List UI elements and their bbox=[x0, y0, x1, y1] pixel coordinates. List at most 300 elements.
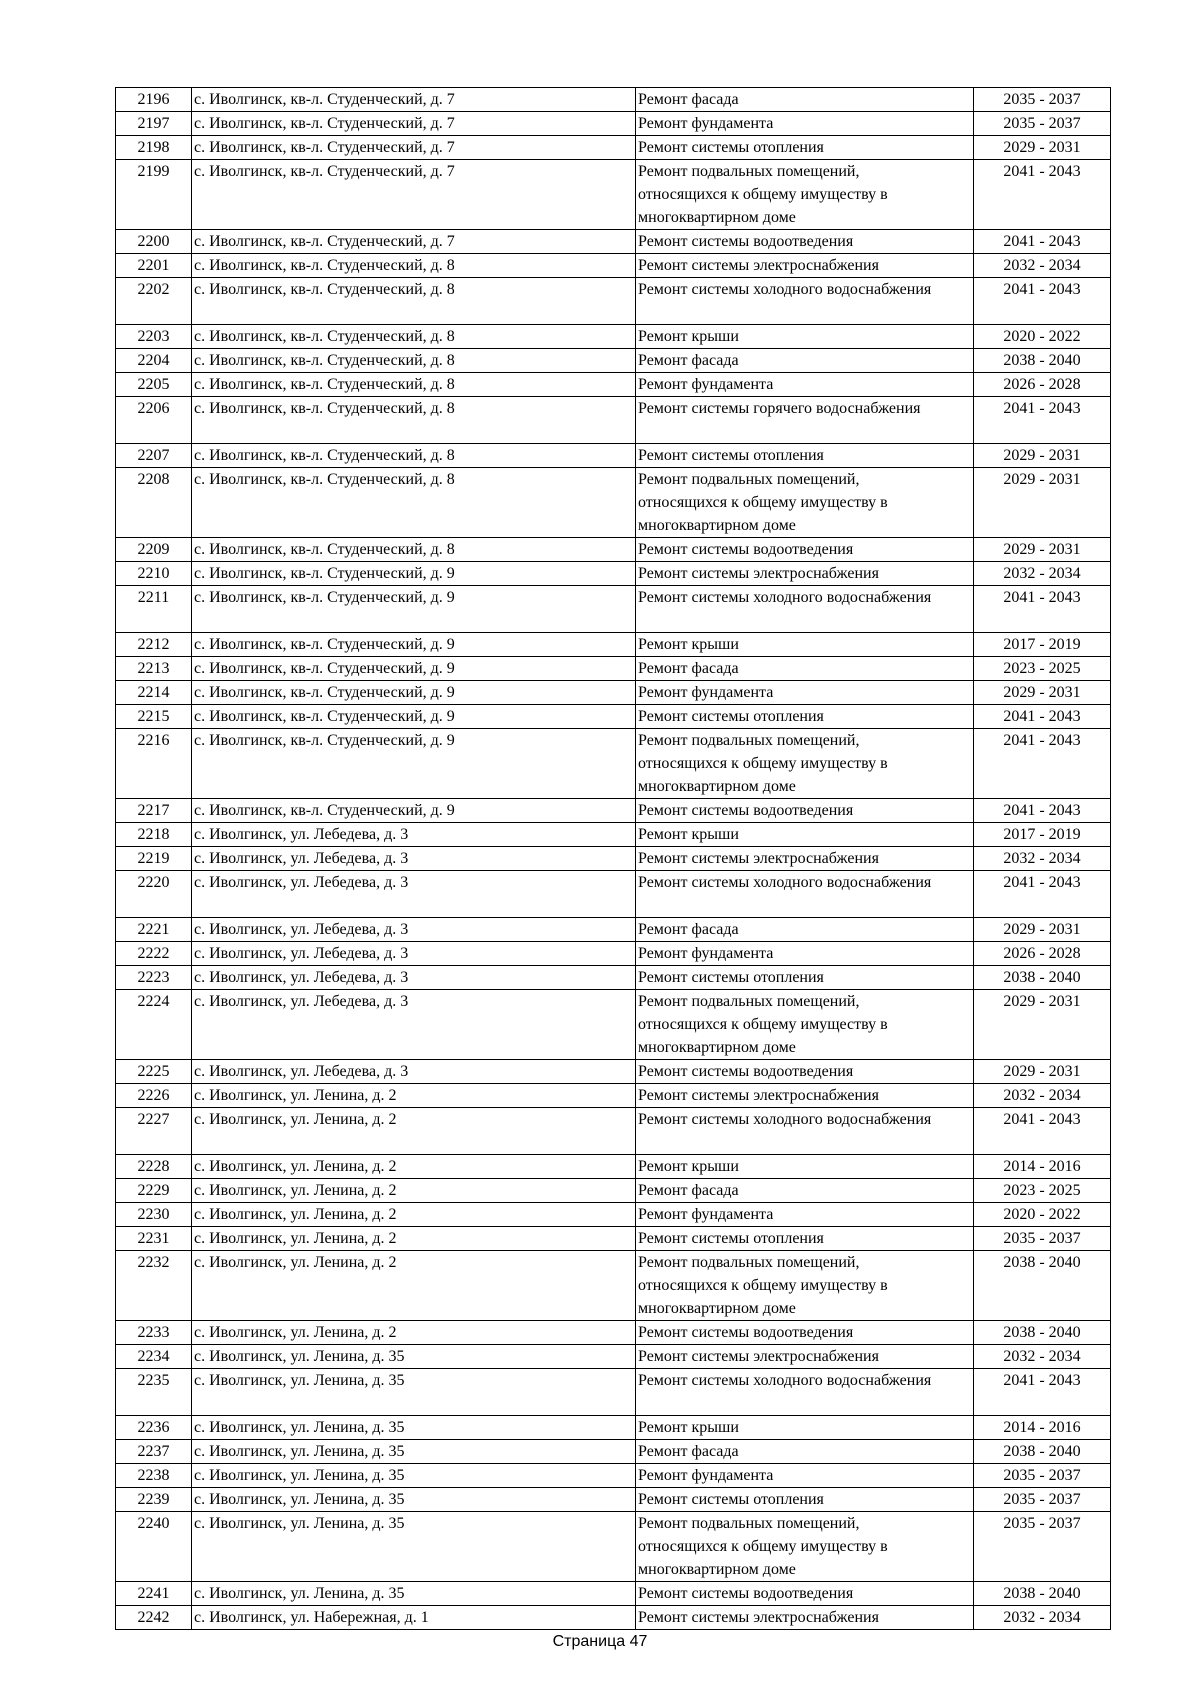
period-cell: 2032 - 2034 bbox=[974, 1084, 1111, 1108]
row-number-cell: 2238 bbox=[116, 1464, 192, 1488]
work-type-line: относящихся к общему имуществу в bbox=[638, 186, 888, 203]
table-row bbox=[116, 990, 1111, 1060]
work-type-cell bbox=[636, 799, 974, 823]
work-type-cell bbox=[636, 847, 974, 871]
table-row bbox=[116, 1084, 1111, 1108]
table-row bbox=[116, 1440, 1111, 1464]
work-type-line: Ремонт фасада bbox=[638, 1182, 739, 1199]
table-row bbox=[116, 230, 1111, 254]
address-cell: с. Иволгинск, ул. Ленина, д. 35 bbox=[192, 1416, 636, 1440]
work-type-line: Ремонт системы водоотведения bbox=[638, 233, 854, 250]
period-cell: 2035 - 2037 bbox=[974, 1512, 1111, 1582]
work-type-line: Ремонт подвальных помещений, bbox=[638, 1254, 860, 1271]
work-type-cell bbox=[636, 657, 974, 681]
address-cell: с. Иволгинск, кв-л. Студенческий, д. 9 bbox=[192, 705, 636, 729]
row-number-cell: 2200 bbox=[116, 230, 192, 254]
work-type-cell bbox=[636, 278, 974, 325]
work-type-line: Ремонт крыши bbox=[638, 636, 739, 653]
table-row bbox=[116, 1321, 1111, 1345]
work-type-line: многоквартирном доме bbox=[638, 1039, 796, 1056]
address-cell: с. Иволгинск, ул. Лебедева, д. 3 bbox=[192, 823, 636, 847]
row-number-cell: 2234 bbox=[116, 1345, 192, 1369]
table-row bbox=[116, 1251, 1111, 1321]
address-cell: с. Иволгинск, ул. Ленина, д. 2 bbox=[192, 1203, 636, 1227]
period-cell: 2014 - 2016 bbox=[974, 1416, 1111, 1440]
period-cell: 2029 - 2031 bbox=[974, 918, 1111, 942]
work-type-line: Ремонт фасада bbox=[638, 921, 739, 938]
work-type-line: Ремонт крыши bbox=[638, 1419, 739, 1436]
work-type-line: Ремонт фундамента bbox=[638, 1467, 774, 1484]
period-cell: 2038 - 2040 bbox=[974, 1321, 1111, 1345]
row-number-cell: 2224 bbox=[116, 990, 192, 1060]
row-number-cell: 2233 bbox=[116, 1321, 192, 1345]
address-cell: с. Иволгинск, кв-л. Студенческий, д. 8 bbox=[192, 373, 636, 397]
table-row bbox=[116, 1060, 1111, 1084]
work-type-cell bbox=[636, 586, 974, 633]
work-type-cell bbox=[636, 1060, 974, 1084]
work-type-line: Ремонт подвальных помещений, bbox=[638, 732, 860, 749]
work-type-line: многоквартирном доме bbox=[638, 778, 796, 795]
work-type-line: Ремонт подвальных помещений, bbox=[638, 993, 860, 1010]
work-type-cell bbox=[636, 1345, 974, 1369]
work-type-line: Ремонт системы отопления bbox=[638, 1230, 824, 1247]
address-cell: с. Иволгинск, ул. Ленина, д. 35 bbox=[192, 1464, 636, 1488]
period-cell: 2035 - 2037 bbox=[974, 88, 1111, 112]
period-cell: 2029 - 2031 bbox=[974, 538, 1111, 562]
address-cell: с. Иволгинск, кв-л. Студенческий, д. 9 bbox=[192, 729, 636, 799]
row-number-cell: 2215 bbox=[116, 705, 192, 729]
address-cell: с. Иволгинск, ул. Набережная, д. 1 bbox=[192, 1606, 636, 1630]
work-type-cell bbox=[636, 966, 974, 990]
period-cell: 2023 - 2025 bbox=[974, 1179, 1111, 1203]
table-row bbox=[116, 444, 1111, 468]
table-body bbox=[116, 88, 1111, 1630]
period-cell: 2041 - 2043 bbox=[974, 799, 1111, 823]
row-number-cell: 2209 bbox=[116, 538, 192, 562]
table-row bbox=[116, 681, 1111, 705]
table-row bbox=[116, 1203, 1111, 1227]
work-type-cell bbox=[636, 1321, 974, 1345]
work-type-line: Ремонт системы электроснабжения bbox=[638, 1087, 879, 1104]
address-cell: с. Иволгинск, ул. Ленина, д. 2 bbox=[192, 1155, 636, 1179]
address-cell: с. Иволгинск, кв-л. Студенческий, д. 7 bbox=[192, 136, 636, 160]
address-cell: с. Иволгинск, кв-л. Студенческий, д. 9 bbox=[192, 633, 636, 657]
period-cell: 2041 - 2043 bbox=[974, 871, 1111, 918]
row-number-cell: 2228 bbox=[116, 1155, 192, 1179]
table-row bbox=[116, 657, 1111, 681]
work-type-cell bbox=[636, 538, 974, 562]
repair-schedule-table bbox=[115, 87, 1111, 1630]
work-type-line: многоквартирном доме bbox=[638, 209, 796, 226]
address-cell: с. Иволгинск, ул. Ленина, д. 35 bbox=[192, 1369, 636, 1416]
table-row bbox=[116, 1416, 1111, 1440]
work-type-line: Ремонт системы отопления bbox=[638, 708, 824, 725]
work-type-line: относящихся к общему имуществу в bbox=[638, 755, 888, 772]
row-number-cell: 2223 bbox=[116, 966, 192, 990]
work-type-line: многоквартирном доме bbox=[638, 517, 796, 534]
period-cell: 2038 - 2040 bbox=[974, 1440, 1111, 1464]
work-type-cell bbox=[636, 823, 974, 847]
work-type-cell bbox=[636, 1488, 974, 1512]
row-number-cell: 2217 bbox=[116, 799, 192, 823]
row-number-cell: 2219 bbox=[116, 847, 192, 871]
work-type-cell bbox=[636, 562, 974, 586]
address-cell: с. Иволгинск, ул. Ленина, д. 35 bbox=[192, 1440, 636, 1464]
work-type-line: Ремонт системы холодного водоснабжения bbox=[638, 281, 932, 298]
address-cell: с. Иволгинск, ул. Лебедева, д. 3 bbox=[192, 990, 636, 1060]
period-cell: 2041 - 2043 bbox=[974, 230, 1111, 254]
work-type-line: Ремонт системы отопления bbox=[638, 139, 824, 156]
row-number-cell: 2201 bbox=[116, 254, 192, 278]
table-row bbox=[116, 871, 1111, 918]
period-cell: 2029 - 2031 bbox=[974, 990, 1111, 1060]
work-type-cell bbox=[636, 1203, 974, 1227]
period-cell: 2029 - 2031 bbox=[974, 1060, 1111, 1084]
period-cell: 2032 - 2034 bbox=[974, 1606, 1111, 1630]
period-cell: 2029 - 2031 bbox=[974, 468, 1111, 538]
work-type-cell bbox=[636, 1464, 974, 1488]
period-cell: 2035 - 2037 bbox=[974, 1227, 1111, 1251]
period-cell: 2041 - 2043 bbox=[974, 586, 1111, 633]
address-cell: с. Иволгинск, кв-л. Студенческий, д. 8 bbox=[192, 349, 636, 373]
table-row bbox=[116, 160, 1111, 230]
table-row bbox=[116, 918, 1111, 942]
work-type-cell bbox=[636, 1606, 974, 1630]
work-type-cell bbox=[636, 325, 974, 349]
row-number-cell: 2214 bbox=[116, 681, 192, 705]
work-type-line: Ремонт крыши bbox=[638, 826, 739, 843]
row-number-cell: 2213 bbox=[116, 657, 192, 681]
address-cell: с. Иволгинск, ул. Ленина, д. 2 bbox=[192, 1251, 636, 1321]
table-row bbox=[116, 1582, 1111, 1606]
work-type-line: Ремонт системы водоотведения bbox=[638, 1063, 854, 1080]
table-row bbox=[116, 799, 1111, 823]
table-row bbox=[116, 278, 1111, 325]
work-type-line: Ремонт крыши bbox=[638, 1158, 739, 1175]
period-cell: 2041 - 2043 bbox=[974, 397, 1111, 444]
work-type-line bbox=[638, 420, 971, 443]
address-cell: с. Иволгинск, кв-л. Студенческий, д. 8 bbox=[192, 254, 636, 278]
row-number-cell: 2212 bbox=[116, 633, 192, 657]
table-row bbox=[116, 847, 1111, 871]
work-type-line: Ремонт подвальных помещений, bbox=[638, 471, 860, 488]
work-type-cell bbox=[636, 1179, 974, 1203]
table-row bbox=[116, 1488, 1111, 1512]
work-type-cell bbox=[636, 136, 974, 160]
work-type-line: Ремонт системы холодного водоснабжения bbox=[638, 874, 932, 891]
period-cell: 2041 - 2043 bbox=[974, 705, 1111, 729]
row-number-cell: 2241 bbox=[116, 1582, 192, 1606]
work-type-line: Ремонт системы электроснабжения bbox=[638, 1609, 879, 1626]
period-cell: 2026 - 2028 bbox=[974, 942, 1111, 966]
table-row bbox=[116, 112, 1111, 136]
work-type-line: Ремонт фундамента bbox=[638, 376, 774, 393]
address-cell: с. Иволгинск, ул. Лебедева, д. 3 bbox=[192, 942, 636, 966]
table-row bbox=[116, 1345, 1111, 1369]
table-row bbox=[116, 373, 1111, 397]
period-cell: 2035 - 2037 bbox=[974, 1464, 1111, 1488]
work-type-cell bbox=[636, 1369, 974, 1416]
work-type-cell bbox=[636, 918, 974, 942]
period-cell: 2041 - 2043 bbox=[974, 278, 1111, 325]
work-type-line: Ремонт системы водоотведения bbox=[638, 541, 854, 558]
address-cell: с. Иволгинск, кв-л. Студенческий, д. 7 bbox=[192, 230, 636, 254]
work-type-cell bbox=[636, 160, 974, 230]
table-row bbox=[116, 562, 1111, 586]
address-cell: с. Иволгинск, ул. Лебедева, д. 3 bbox=[192, 918, 636, 942]
address-cell: с. Иволгинск, ул. Ленина, д. 35 bbox=[192, 1512, 636, 1582]
table-row bbox=[116, 1512, 1111, 1582]
row-number-cell: 2197 bbox=[116, 112, 192, 136]
work-type-line: Ремонт фундамента bbox=[638, 115, 774, 132]
work-type-line bbox=[638, 1392, 971, 1415]
address-cell: с. Иволгинск, кв-л. Студенческий, д. 9 bbox=[192, 562, 636, 586]
work-type-cell bbox=[636, 88, 974, 112]
work-type-line: многоквартирном доме bbox=[638, 1300, 796, 1317]
period-cell: 2032 - 2034 bbox=[974, 847, 1111, 871]
address-cell: с. Иволгинск, ул. Ленина, д. 35 bbox=[192, 1488, 636, 1512]
work-type-line: Ремонт системы холодного водоснабжения bbox=[638, 1372, 932, 1389]
row-number-cell: 2225 bbox=[116, 1060, 192, 1084]
work-type-cell bbox=[636, 729, 974, 799]
row-number-cell: 2203 bbox=[116, 325, 192, 349]
work-type-line: Ремонт системы электроснабжения bbox=[638, 565, 879, 582]
work-type-line: Ремонт фасада bbox=[638, 1443, 739, 1460]
address-cell: с. Иволгинск, кв-л. Студенческий, д. 8 bbox=[192, 325, 636, 349]
period-cell: 2017 - 2019 bbox=[974, 633, 1111, 657]
work-type-cell bbox=[636, 1512, 974, 1582]
work-type-line bbox=[638, 1131, 971, 1154]
row-number-cell: 2237 bbox=[116, 1440, 192, 1464]
work-type-line: Ремонт системы отопления bbox=[638, 969, 824, 986]
work-type-cell bbox=[636, 373, 974, 397]
period-cell: 2014 - 2016 bbox=[974, 1155, 1111, 1179]
row-number-cell: 2230 bbox=[116, 1203, 192, 1227]
work-type-line: Ремонт подвальных помещений, bbox=[638, 163, 860, 180]
address-cell: с. Иволгинск, ул. Лебедева, д. 3 bbox=[192, 847, 636, 871]
work-type-cell bbox=[636, 705, 974, 729]
work-type-line: Ремонт фасада bbox=[638, 660, 739, 677]
work-type-line: Ремонт системы холодного водоснабжения bbox=[638, 589, 932, 606]
table-row bbox=[116, 586, 1111, 633]
work-type-line: Ремонт фундамента bbox=[638, 684, 774, 701]
row-number-cell: 2216 bbox=[116, 729, 192, 799]
work-type-cell bbox=[636, 230, 974, 254]
address-cell: с. Иволгинск, ул. Ленина, д. 2 bbox=[192, 1321, 636, 1345]
address-cell: с. Иволгинск, ул. Лебедева, д. 3 bbox=[192, 871, 636, 918]
row-number-cell: 2202 bbox=[116, 278, 192, 325]
work-type-cell bbox=[636, 633, 974, 657]
period-cell: 2041 - 2043 bbox=[974, 1108, 1111, 1155]
row-number-cell: 2229 bbox=[116, 1179, 192, 1203]
table-row bbox=[116, 1606, 1111, 1630]
table-row bbox=[116, 1227, 1111, 1251]
period-cell: 2017 - 2019 bbox=[974, 823, 1111, 847]
table-row bbox=[116, 705, 1111, 729]
row-number-cell: 2240 bbox=[116, 1512, 192, 1582]
work-type-line: Ремонт системы холодного водоснабжения bbox=[638, 1111, 932, 1128]
work-type-cell bbox=[636, 254, 974, 278]
work-type-cell bbox=[636, 1155, 974, 1179]
table-row bbox=[116, 1464, 1111, 1488]
table-row bbox=[116, 136, 1111, 160]
work-type-line: относящихся к общему имуществу в bbox=[638, 1016, 888, 1033]
work-type-line: Ремонт системы электроснабжения bbox=[638, 1348, 879, 1365]
work-type-line: Ремонт фасада bbox=[638, 352, 739, 369]
table-row bbox=[116, 633, 1111, 657]
row-number-cell: 2204 bbox=[116, 349, 192, 373]
work-type-cell bbox=[636, 1416, 974, 1440]
work-type-line: Ремонт крыши bbox=[638, 328, 739, 345]
work-type-line: относящихся к общему имуществу в bbox=[638, 494, 888, 511]
address-cell: с. Иволгинск, кв-л. Студенческий, д. 8 bbox=[192, 468, 636, 538]
table-row bbox=[116, 349, 1111, 373]
row-number-cell: 2231 bbox=[116, 1227, 192, 1251]
work-type-line: Ремонт системы отопления bbox=[638, 447, 824, 464]
period-cell: 2041 - 2043 bbox=[974, 160, 1111, 230]
row-number-cell: 2206 bbox=[116, 397, 192, 444]
address-cell: с. Иволгинск, кв-л. Студенческий, д. 7 bbox=[192, 88, 636, 112]
work-type-line: Ремонт фундамента bbox=[638, 945, 774, 962]
work-type-line: Ремонт системы электроснабжения bbox=[638, 257, 879, 274]
work-type-cell bbox=[636, 681, 974, 705]
table-row bbox=[116, 1155, 1111, 1179]
work-type-line: Ремонт системы водоотведения bbox=[638, 1324, 854, 1341]
address-cell: с. Иволгинск, ул. Ленина, д. 2 bbox=[192, 1179, 636, 1203]
work-type-line: Ремонт системы водоотведения bbox=[638, 802, 854, 819]
period-cell: 2032 - 2034 bbox=[974, 1345, 1111, 1369]
table-row bbox=[116, 966, 1111, 990]
work-type-line: Ремонт системы водоотведения bbox=[638, 1585, 854, 1602]
work-type-line: относящихся к общему имуществу в bbox=[638, 1538, 888, 1555]
table-row bbox=[116, 254, 1111, 278]
work-type-cell bbox=[636, 871, 974, 918]
row-number-cell: 2239 bbox=[116, 1488, 192, 1512]
work-type-line: Ремонт фундамента bbox=[638, 1206, 774, 1223]
row-number-cell: 2208 bbox=[116, 468, 192, 538]
table-row bbox=[116, 1179, 1111, 1203]
work-type-line: Ремонт системы электроснабжения bbox=[638, 850, 879, 867]
work-type-cell bbox=[636, 1084, 974, 1108]
work-type-cell bbox=[636, 1227, 974, 1251]
work-type-line bbox=[638, 609, 971, 632]
address-cell: с. Иволгинск, кв-л. Студенческий, д. 8 bbox=[192, 444, 636, 468]
row-number-cell: 2235 bbox=[116, 1369, 192, 1416]
period-cell: 2038 - 2040 bbox=[974, 1582, 1111, 1606]
period-cell: 2041 - 2043 bbox=[974, 729, 1111, 799]
period-cell: 2038 - 2040 bbox=[974, 349, 1111, 373]
row-number-cell: 2199 bbox=[116, 160, 192, 230]
work-type-line: Ремонт фасада bbox=[638, 91, 739, 108]
work-type-line: многоквартирном доме bbox=[638, 1561, 796, 1578]
address-cell: с. Иволгинск, кв-л. Студенческий, д. 7 bbox=[192, 160, 636, 230]
address-cell: с. Иволгинск, кв-л. Студенческий, д. 9 bbox=[192, 681, 636, 705]
address-cell: с. Иволгинск, ул. Лебедева, д. 3 bbox=[192, 1060, 636, 1084]
period-cell: 2035 - 2037 bbox=[974, 112, 1111, 136]
address-cell: с. Иволгинск, ул. Ленина, д. 35 bbox=[192, 1582, 636, 1606]
address-cell: с. Иволгинск, кв-л. Студенческий, д. 8 bbox=[192, 538, 636, 562]
work-type-cell bbox=[636, 112, 974, 136]
address-cell: с. Иволгинск, ул. Лебедева, д. 3 bbox=[192, 966, 636, 990]
table-row bbox=[116, 397, 1111, 444]
address-cell: с. Иволгинск, кв-л. Студенческий, д. 9 bbox=[192, 657, 636, 681]
table-row bbox=[116, 1108, 1111, 1155]
work-type-cell bbox=[636, 990, 974, 1060]
table-row bbox=[116, 1369, 1111, 1416]
work-type-line: Ремонт подвальных помещений, bbox=[638, 1515, 860, 1532]
table-row bbox=[116, 468, 1111, 538]
table-row bbox=[116, 88, 1111, 112]
period-cell: 2029 - 2031 bbox=[974, 681, 1111, 705]
work-type-cell bbox=[636, 349, 974, 373]
row-number-cell: 2227 bbox=[116, 1108, 192, 1155]
address-cell: с. Иволгинск, кв-л. Студенческий, д. 9 bbox=[192, 586, 636, 633]
row-number-cell: 2222 bbox=[116, 942, 192, 966]
row-number-cell: 2210 bbox=[116, 562, 192, 586]
period-cell: 2020 - 2022 bbox=[974, 325, 1111, 349]
address-cell: с. Иволгинск, ул. Ленина, д. 2 bbox=[192, 1227, 636, 1251]
work-type-line: относящихся к общему имуществу в bbox=[638, 1277, 888, 1294]
row-number-cell: 2196 bbox=[116, 88, 192, 112]
table-row bbox=[116, 325, 1111, 349]
work-type-cell bbox=[636, 1108, 974, 1155]
work-type-cell bbox=[636, 468, 974, 538]
row-number-cell: 2242 bbox=[116, 1606, 192, 1630]
period-cell: 2029 - 2031 bbox=[974, 136, 1111, 160]
row-number-cell: 2226 bbox=[116, 1084, 192, 1108]
period-cell: 2032 - 2034 bbox=[974, 562, 1111, 586]
address-cell: с. Иволгинск, ул. Ленина, д. 2 bbox=[192, 1084, 636, 1108]
address-cell: с. Иволгинск, кв-л. Студенческий, д. 8 bbox=[192, 278, 636, 325]
work-type-cell bbox=[636, 397, 974, 444]
period-cell: 2020 - 2022 bbox=[974, 1203, 1111, 1227]
period-cell: 2041 - 2043 bbox=[974, 1369, 1111, 1416]
row-number-cell: 2232 bbox=[116, 1251, 192, 1321]
page-number: Страница 47 bbox=[552, 1633, 648, 1650]
row-number-cell: 2221 bbox=[116, 918, 192, 942]
address-cell: с. Иволгинск, кв-л. Студенческий, д. 7 bbox=[192, 112, 636, 136]
work-type-cell bbox=[636, 1251, 974, 1321]
work-type-cell bbox=[636, 444, 974, 468]
period-cell: 2029 - 2031 bbox=[974, 444, 1111, 468]
address-cell: с. Иволгинск, ул. Ленина, д. 2 bbox=[192, 1108, 636, 1155]
row-number-cell: 2220 bbox=[116, 871, 192, 918]
table-row bbox=[116, 538, 1111, 562]
row-number-cell: 2211 bbox=[116, 586, 192, 633]
address-cell: с. Иволгинск, ул. Ленина, д. 35 bbox=[192, 1345, 636, 1369]
work-type-cell bbox=[636, 1440, 974, 1464]
table-row bbox=[116, 823, 1111, 847]
row-number-cell: 2218 bbox=[116, 823, 192, 847]
row-number-cell: 2205 bbox=[116, 373, 192, 397]
work-type-cell bbox=[636, 1582, 974, 1606]
period-cell: 2038 - 2040 bbox=[974, 1251, 1111, 1321]
period-cell: 2023 - 2025 bbox=[974, 657, 1111, 681]
work-type-cell bbox=[636, 942, 974, 966]
period-cell: 2038 - 2040 bbox=[974, 966, 1111, 990]
period-cell: 2026 - 2028 bbox=[974, 373, 1111, 397]
row-number-cell: 2198 bbox=[116, 136, 192, 160]
work-type-line: Ремонт системы горячего водоснабжения bbox=[638, 400, 921, 417]
address-cell: с. Иволгинск, кв-л. Студенческий, д. 8 bbox=[192, 397, 636, 444]
work-type-line: Ремонт системы отопления bbox=[638, 1491, 824, 1508]
table-row bbox=[116, 729, 1111, 799]
table-row bbox=[116, 942, 1111, 966]
work-type-line bbox=[638, 894, 971, 917]
row-number-cell: 2236 bbox=[116, 1416, 192, 1440]
row-number-cell: 2207 bbox=[116, 444, 192, 468]
period-cell: 2035 - 2037 bbox=[974, 1488, 1111, 1512]
